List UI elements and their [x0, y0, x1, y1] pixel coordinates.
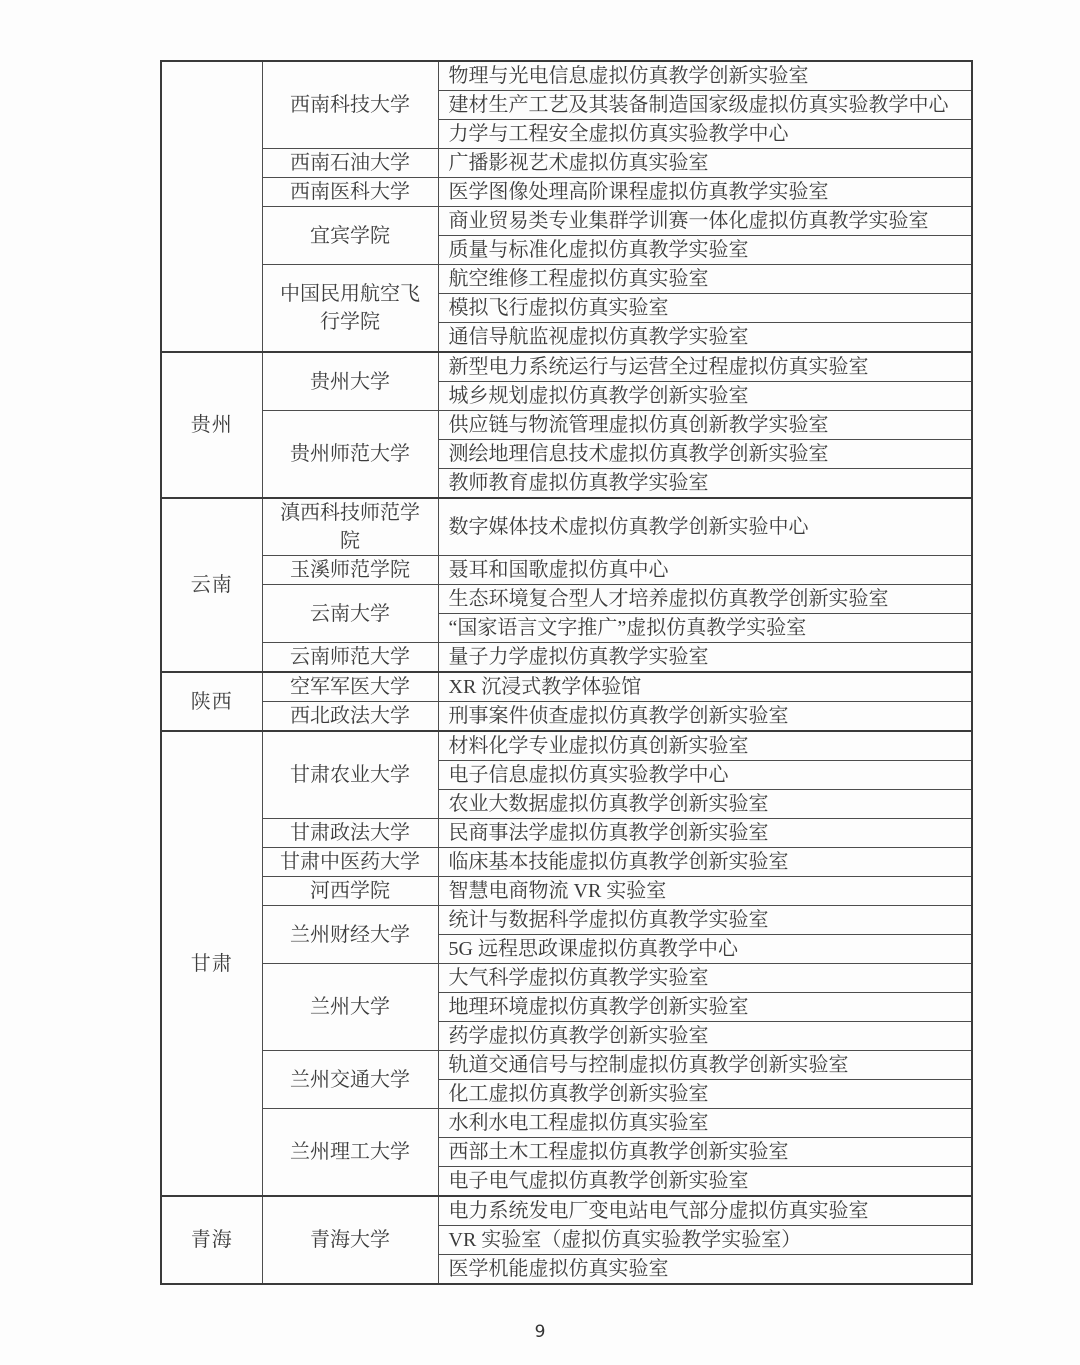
table-row	[161, 877, 972, 906]
table-row	[161, 585, 972, 614]
lab-cell: 电力系统发电厂变电站电气部分虚拟仿真实验室	[438, 1196, 972, 1226]
lab-cell: 统计与数据科学虚拟仿真教学实验室	[438, 906, 972, 935]
table-row	[161, 964, 972, 993]
lab-cell: 5G 远程思政课虚拟仿真教学中心	[438, 935, 972, 964]
table-row	[161, 819, 972, 848]
university-cell: 甘肃中医药大学	[262, 848, 438, 877]
university-cell: 甘肃政法大学	[262, 819, 438, 848]
table-row	[161, 643, 972, 673]
university-cell: 玉溪师范学院	[262, 556, 438, 585]
lab-cell: 化工虚拟仿真教学创新实验室	[438, 1080, 972, 1109]
lab-cell: “国家语言文字推广”虚拟仿真教学实验室	[438, 614, 972, 643]
lab-cell: 物理与光电信息虚拟仿真教学创新实验室	[438, 61, 972, 91]
labs-table	[160, 60, 973, 1285]
lab-cell: 医学机能虚拟仿真实验室	[438, 1255, 972, 1285]
table-row	[161, 848, 972, 877]
lab-cell: 测绘地理信息技术虚拟仿真教学创新实验室	[438, 440, 972, 469]
lab-cell: 药学虚拟仿真教学创新实验室	[438, 1022, 972, 1051]
university-cell: 西北政法大学	[262, 702, 438, 732]
lab-cell: 农业大数据虚拟仿真教学创新实验室	[438, 790, 972, 819]
province-cell: 青海	[161, 1196, 262, 1284]
lab-cell: 商业贸易类专业集群学训赛一体化虚拟仿真教学实验室	[438, 207, 972, 236]
table-row	[161, 906, 972, 935]
university-cell: 兰州大学	[262, 964, 438, 1051]
table-row	[161, 178, 972, 207]
table-row	[161, 498, 972, 556]
lab-cell: 轨道交通信号与控制虚拟仿真教学创新实验室	[438, 1051, 972, 1080]
university-cell: 兰州理工大学	[262, 1109, 438, 1197]
lab-cell: 聂耳和国歌虚拟仿真中心	[438, 556, 972, 585]
lab-cell: 水利水电工程虚拟仿真实验室	[438, 1109, 972, 1138]
lab-cell: 质量与标准化虚拟仿真教学实验室	[438, 236, 972, 265]
lab-cell: 大气科学虚拟仿真教学实验室	[438, 964, 972, 993]
university-cell: 兰州财经大学	[262, 906, 438, 964]
table-row	[161, 265, 972, 294]
lab-cell: 模拟飞行虚拟仿真实验室	[438, 294, 972, 323]
university-cell: 西南科技大学	[262, 61, 438, 149]
table-row	[161, 731, 972, 761]
province-cell: 甘肃	[161, 731, 262, 1196]
lab-cell: 力学与工程安全虚拟仿真实验教学中心	[438, 120, 972, 149]
labs-table-body	[161, 61, 972, 1284]
lab-cell: 建材生产工艺及其装备制造国家级虚拟仿真实验教学中心	[438, 91, 972, 120]
lab-cell: 通信导航监视虚拟仿真教学实验室	[438, 323, 972, 353]
university-cell: 宜宾学院	[262, 207, 438, 265]
university-cell: 西南医科大学	[262, 178, 438, 207]
table-row	[161, 149, 972, 178]
table-row	[161, 207, 972, 236]
table-row	[161, 1109, 972, 1138]
lab-cell: XR 沉浸式教学体验馆	[438, 672, 972, 702]
table-row	[161, 411, 972, 440]
university-cell: 空军军医大学	[262, 672, 438, 702]
table-row	[161, 556, 972, 585]
university-cell: 西南石油大学	[262, 149, 438, 178]
lab-cell: 数字媒体技术虚拟仿真教学创新实验中心	[438, 498, 972, 556]
lab-cell: 电子电气虚拟仿真教学创新实验室	[438, 1167, 972, 1197]
lab-cell: 医学图像处理高阶课程虚拟仿真教学实验室	[438, 178, 972, 207]
lab-cell: 供应链与物流管理虚拟仿真创新教学实验室	[438, 411, 972, 440]
page-number: 9	[534, 1322, 546, 1342]
lab-cell: 广播影视艺术虚拟仿真实验室	[438, 149, 972, 178]
province-cell: 陕西	[161, 672, 262, 731]
province-cell: 贵州	[161, 352, 262, 498]
table-row	[161, 672, 972, 702]
table-row	[161, 1051, 972, 1080]
university-cell: 青海大学	[262, 1196, 438, 1284]
university-cell: 云南大学	[262, 585, 438, 643]
province-cell	[161, 61, 262, 352]
lab-cell: 地理环境虚拟仿真教学创新实验室	[438, 993, 972, 1022]
lab-cell: 电子信息虚拟仿真实验教学中心	[438, 761, 972, 790]
table-row	[161, 1196, 972, 1226]
province-cell: 云南	[161, 498, 262, 672]
university-cell: 河西学院	[262, 877, 438, 906]
lab-cell: 西部土木工程虚拟仿真教学创新实验室	[438, 1138, 972, 1167]
university-cell: 滇西科技师范学院	[262, 498, 438, 556]
university-cell: 云南师范大学	[262, 643, 438, 673]
lab-cell: VR 实验室（虚拟仿真实验教学实验室）	[438, 1226, 972, 1255]
lab-cell: 城乡规划虚拟仿真教学创新实验室	[438, 382, 972, 411]
lab-cell: 民商事法学虚拟仿真教学创新实验室	[438, 819, 972, 848]
university-cell: 贵州师范大学	[262, 411, 438, 499]
lab-cell: 临床基本技能虚拟仿真教学创新实验室	[438, 848, 972, 877]
lab-cell: 智慧电商物流 VR 实验室	[438, 877, 972, 906]
lab-cell: 刑事案件侦查虚拟仿真教学创新实验室	[438, 702, 972, 732]
lab-cell: 航空维修工程虚拟仿真实验室	[438, 265, 972, 294]
lab-cell: 新型电力系统运行与运营全过程虚拟仿真实验室	[438, 352, 972, 382]
university-cell: 中国民用航空飞行学院	[262, 265, 438, 353]
table-row	[161, 61, 972, 91]
university-cell: 贵州大学	[262, 352, 438, 411]
table-row	[161, 702, 972, 732]
table-row	[161, 352, 972, 382]
lab-cell: 量子力学虚拟仿真教学实验室	[438, 643, 972, 673]
lab-cell: 生态环境复合型人才培养虚拟仿真教学创新实验室	[438, 585, 972, 614]
lab-cell: 教师教育虚拟仿真教学实验室	[438, 469, 972, 499]
lab-cell: 材料化学专业虚拟仿真创新实验室	[438, 731, 972, 761]
university-cell: 兰州交通大学	[262, 1051, 438, 1109]
university-cell: 甘肃农业大学	[262, 731, 438, 819]
